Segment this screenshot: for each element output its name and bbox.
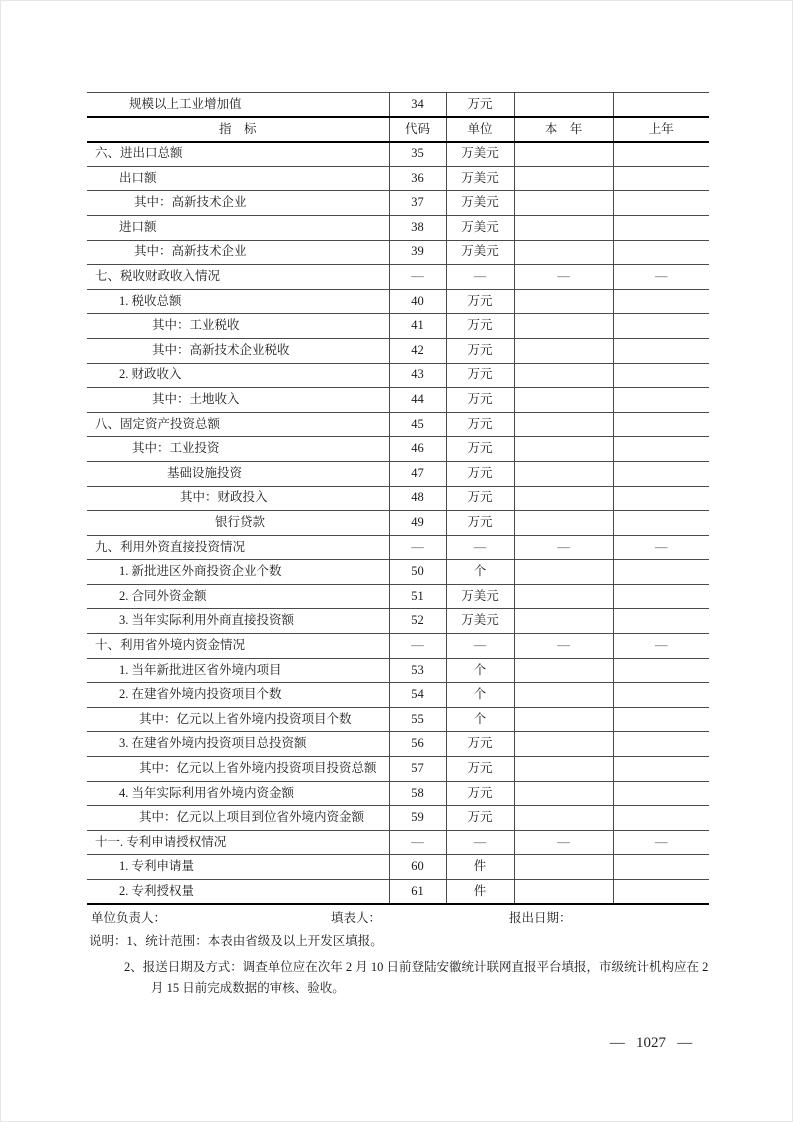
table-row xyxy=(87,560,709,585)
last-year-cell xyxy=(613,732,709,757)
table-row xyxy=(87,511,709,536)
this-year-cell xyxy=(514,707,613,732)
unit-cell: 万元 xyxy=(446,437,514,462)
last-year-cell xyxy=(613,683,709,708)
last-year-cell: — xyxy=(613,535,709,560)
indicator-label: 其中：亿元以上项目到位省外境内资金额 xyxy=(139,810,365,825)
this-year-cell xyxy=(514,584,613,609)
this-year-cell: — xyxy=(514,634,613,659)
indicator-label: 六、进出口总额 xyxy=(95,146,183,161)
this-year-cell xyxy=(514,215,613,240)
unit-cell: 个 xyxy=(446,683,514,708)
unit-cell: 万元 xyxy=(446,93,514,118)
table-row xyxy=(87,388,709,413)
indicator-label: 2. 在建省外境内投资项目个数 xyxy=(119,687,282,702)
unit-cell: 万元 xyxy=(446,511,514,536)
table-row xyxy=(87,289,709,314)
code-cell: 54 xyxy=(389,683,446,708)
last-year-cell xyxy=(613,511,709,536)
indicator-cell xyxy=(87,412,389,437)
code-cell: 61 xyxy=(389,880,446,905)
last-year-cell xyxy=(613,584,709,609)
table-header-row xyxy=(87,117,709,142)
indicator-label: 八、固定资产投资总额 xyxy=(95,416,221,431)
code-cell: — xyxy=(389,830,446,855)
code-cell: 53 xyxy=(389,658,446,683)
indicator-cell xyxy=(87,781,389,806)
last-year-cell xyxy=(613,757,709,782)
table-row xyxy=(87,486,709,511)
this-year-cell xyxy=(514,338,613,363)
indicator-cell xyxy=(87,757,389,782)
unit-cell: 万元 xyxy=(446,388,514,413)
preparer-label: 填表人： xyxy=(331,911,382,925)
indicator-cell xyxy=(87,880,389,905)
indicator-cell xyxy=(87,289,389,314)
this-year-cell xyxy=(514,511,613,536)
report-date-label: 报出日期： xyxy=(509,911,572,925)
table-row xyxy=(87,338,709,363)
this-year-cell xyxy=(514,142,613,167)
indicator-label: 银行贷款 xyxy=(215,515,266,530)
indicator-cell xyxy=(87,240,389,265)
code-cell: — xyxy=(389,535,446,560)
table-row xyxy=(87,191,709,216)
table-row xyxy=(87,412,709,437)
code-cell: — xyxy=(389,265,446,290)
last-year-cell xyxy=(613,314,709,339)
indicator-label: 其中：财政投入 xyxy=(180,490,268,505)
code-cell: 38 xyxy=(389,215,446,240)
last-year-cell xyxy=(613,191,709,216)
unit-cell: 万元 xyxy=(446,289,514,314)
unit-cell: 个 xyxy=(446,560,514,585)
table-row xyxy=(87,166,709,191)
last-year-cell: — xyxy=(613,830,709,855)
this-year-cell xyxy=(514,93,613,118)
unit-cell: 万美元 xyxy=(446,142,514,167)
note-line-1: 说明：1、统计范围：本表由省级及以上开发区填报。 xyxy=(89,934,383,948)
code-cell: 58 xyxy=(389,781,446,806)
unit-cell: 万美元 xyxy=(446,215,514,240)
code-cell: 34 xyxy=(389,93,446,118)
indicator-cell xyxy=(87,830,389,855)
unit-cell: 万元 xyxy=(446,461,514,486)
unit-cell: 万美元 xyxy=(446,240,514,265)
this-year-cell xyxy=(514,609,613,634)
table-row xyxy=(87,314,709,339)
indicator-label: 七、税收财政收入情况 xyxy=(95,269,221,284)
indicator-cell xyxy=(87,191,389,216)
this-year-cell xyxy=(514,388,613,413)
page-number: — 1027 — xyxy=(609,1035,693,1051)
this-year-cell xyxy=(514,437,613,462)
last-year-cell xyxy=(613,486,709,511)
table-row xyxy=(87,634,709,659)
indicator-cell xyxy=(87,658,389,683)
this-year-cell xyxy=(514,486,613,511)
indicator-label: 3. 当年实际利用外商直接投资额 xyxy=(119,613,295,628)
last-year-cell xyxy=(613,437,709,462)
code-cell: 51 xyxy=(389,584,446,609)
unit-cell: 万美元 xyxy=(446,584,514,609)
indicator-label: 其中：高新技术企业 xyxy=(134,244,247,259)
code-cell: 43 xyxy=(389,363,446,388)
last-year-cell xyxy=(613,806,709,831)
indicator-label: 其中：工业投资 xyxy=(132,441,220,456)
last-year-cell xyxy=(613,855,709,880)
indicator-cell xyxy=(87,806,389,831)
table-row xyxy=(87,437,709,462)
column-header-indicator: 指 标 xyxy=(87,117,389,142)
this-year-cell xyxy=(514,781,613,806)
indicator-cell xyxy=(87,388,389,413)
indicator-label: 进口额 xyxy=(119,219,157,234)
last-year-cell: — xyxy=(613,265,709,290)
this-year-cell xyxy=(514,461,613,486)
this-year-cell: — xyxy=(514,535,613,560)
last-year-cell xyxy=(613,240,709,265)
this-year-cell xyxy=(514,412,613,437)
this-year-cell xyxy=(514,240,613,265)
code-cell: 56 xyxy=(389,732,446,757)
column-header-this-year: 本 年 xyxy=(514,117,613,142)
indicator-label: 2. 专利授权量 xyxy=(119,883,195,898)
indicator-cell xyxy=(87,314,389,339)
indicator-cell xyxy=(87,486,389,511)
indicator-cell xyxy=(87,732,389,757)
code-cell: 55 xyxy=(389,707,446,732)
table-body xyxy=(87,93,709,905)
unit-cell: 个 xyxy=(446,707,514,732)
indicator-label: 其中：高新技术企业税收 xyxy=(152,342,290,357)
indicator-label: 九、利用外资直接投资情况 xyxy=(95,539,246,554)
code-cell: 48 xyxy=(389,486,446,511)
code-cell: 39 xyxy=(389,240,446,265)
this-year-cell xyxy=(514,314,613,339)
last-year-cell xyxy=(613,338,709,363)
unit-cell: 万元 xyxy=(446,757,514,782)
unit-cell: 万元 xyxy=(446,806,514,831)
unit-cell: 万元 xyxy=(446,486,514,511)
indicator-label: 其中：亿元以上省外境内投资项目个数 xyxy=(139,711,352,726)
this-year-cell xyxy=(514,880,613,905)
table-row xyxy=(87,240,709,265)
unit-cell: 个 xyxy=(446,658,514,683)
column-header-last-year: 上年 xyxy=(613,117,709,142)
table-row xyxy=(87,658,709,683)
last-year-cell xyxy=(613,93,709,118)
code-cell: 37 xyxy=(389,191,446,216)
this-year-cell: — xyxy=(514,265,613,290)
unit-cell: 万元 xyxy=(446,412,514,437)
indicator-label: 4. 当年实际利用省外境内资金额 xyxy=(119,785,295,800)
table-row xyxy=(87,830,709,855)
code-cell: 42 xyxy=(389,338,446,363)
this-year-cell: — xyxy=(514,830,613,855)
code-cell: 59 xyxy=(389,806,446,831)
indicator-label: 十、利用省外境内资金情况 xyxy=(95,637,246,652)
indicator-cell xyxy=(87,634,389,659)
unit-cell: 万元 xyxy=(446,781,514,806)
unit-cell: 万元 xyxy=(446,338,514,363)
last-year-cell xyxy=(613,560,709,585)
last-year-cell xyxy=(613,412,709,437)
indicator-label: 十一. 专利申请授权情况 xyxy=(95,834,227,849)
last-year-cell xyxy=(613,707,709,732)
last-year-cell xyxy=(613,781,709,806)
last-year-cell xyxy=(613,880,709,905)
unit-head-label: 单位负责人： xyxy=(91,911,167,925)
code-cell: 46 xyxy=(389,437,446,462)
unit-cell: 万元 xyxy=(446,314,514,339)
last-year-cell xyxy=(613,215,709,240)
this-year-cell xyxy=(514,806,613,831)
table-row xyxy=(87,265,709,290)
unit-cell: — xyxy=(446,830,514,855)
indicator-cell xyxy=(87,535,389,560)
table-row xyxy=(87,609,709,634)
this-year-cell xyxy=(514,732,613,757)
table-row xyxy=(87,806,709,831)
code-cell: 52 xyxy=(389,609,446,634)
indicator-label: 其中：土地收入 xyxy=(152,392,240,407)
this-year-cell xyxy=(514,191,613,216)
column-header-unit: 单位 xyxy=(446,117,514,142)
code-cell: 60 xyxy=(389,855,446,880)
indicator-cell xyxy=(87,584,389,609)
code-cell: 41 xyxy=(389,314,446,339)
indicator-label: 出口额 xyxy=(119,170,157,185)
last-year-cell xyxy=(613,609,709,634)
code-cell: 47 xyxy=(389,461,446,486)
this-year-cell xyxy=(514,757,613,782)
indicator-label: 1. 专利申请量 xyxy=(119,859,195,874)
unit-cell: — xyxy=(446,535,514,560)
code-cell: 45 xyxy=(389,412,446,437)
this-year-cell xyxy=(514,363,613,388)
indicator-cell xyxy=(87,265,389,290)
this-year-cell xyxy=(514,855,613,880)
this-year-cell xyxy=(514,289,613,314)
indicator-cell xyxy=(87,560,389,585)
indicator-cell xyxy=(87,855,389,880)
table-row xyxy=(87,683,709,708)
this-year-cell xyxy=(514,166,613,191)
indicator-label: 1. 新批进区外商投资企业个数 xyxy=(119,564,282,579)
indicator-cell xyxy=(87,683,389,708)
table-row xyxy=(87,707,709,732)
indicator-cell xyxy=(87,511,389,536)
code-cell: 36 xyxy=(389,166,446,191)
code-cell: 40 xyxy=(389,289,446,314)
indicator-cell xyxy=(87,93,389,118)
code-cell: 44 xyxy=(389,388,446,413)
last-year-cell xyxy=(613,166,709,191)
indicator-label: 其中：工业税收 xyxy=(152,318,240,333)
code-cell: 50 xyxy=(389,560,446,585)
last-year-cell xyxy=(613,388,709,413)
table-row xyxy=(87,93,709,118)
last-year-cell xyxy=(613,142,709,167)
last-year-cell xyxy=(613,461,709,486)
code-cell: 57 xyxy=(389,757,446,782)
last-year-cell xyxy=(613,363,709,388)
indicator-cell xyxy=(87,142,389,167)
indicator-label: 1. 税收总额 xyxy=(119,293,182,308)
note-line-2: 2、报送日期及方式：调查单位应在次年 2 月 10 日前登陆安徽统计联网直报平台填报，市级统计机构应在 2 xyxy=(124,960,709,974)
table-row xyxy=(87,584,709,609)
indicator-cell xyxy=(87,461,389,486)
indicator-cell xyxy=(87,707,389,732)
indicator-label: 3. 在建省外境内投资项目总投资额 xyxy=(119,736,307,751)
code-cell: 35 xyxy=(389,142,446,167)
indicator-cell xyxy=(87,166,389,191)
unit-cell: — xyxy=(446,265,514,290)
table-row xyxy=(87,732,709,757)
table-row xyxy=(87,757,709,782)
indicator-label: 其中：高新技术企业 xyxy=(134,195,247,210)
note-line-3: 月 15 日前完成数据的审核、验收。 xyxy=(151,981,345,995)
unit-cell: 件 xyxy=(446,855,514,880)
unit-cell: 万美元 xyxy=(446,166,514,191)
last-year-cell xyxy=(613,289,709,314)
code-cell: — xyxy=(389,634,446,659)
table-row xyxy=(87,215,709,240)
this-year-cell xyxy=(514,658,613,683)
unit-cell: 万元 xyxy=(446,732,514,757)
indicator-cell xyxy=(87,338,389,363)
this-year-cell xyxy=(514,560,613,585)
unit-cell: — xyxy=(446,634,514,659)
table-row xyxy=(87,461,709,486)
column-header-code: 代码 xyxy=(389,117,446,142)
indicator-label: 2. 合同外资金额 xyxy=(119,588,207,603)
indicator-cell xyxy=(87,609,389,634)
indicator-label: 2. 财政收入 xyxy=(119,367,182,382)
table-row xyxy=(87,880,709,905)
indicator-label: 基础设施投资 xyxy=(167,465,243,480)
unit-cell: 万元 xyxy=(446,363,514,388)
statistics-table xyxy=(87,92,709,905)
unit-cell: 万美元 xyxy=(446,609,514,634)
indicator-label: 1. 当年新批进区省外境内项目 xyxy=(119,662,282,677)
indicator-cell xyxy=(87,437,389,462)
indicator-label: 规模以上工业增加值 xyxy=(129,96,242,111)
table-row xyxy=(87,363,709,388)
unit-cell: 万美元 xyxy=(446,191,514,216)
table-row xyxy=(87,781,709,806)
indicator-label: 其中：亿元以上省外境内投资项目投资总额 xyxy=(139,760,377,775)
this-year-cell xyxy=(514,683,613,708)
code-cell: 49 xyxy=(389,511,446,536)
table-row xyxy=(87,142,709,167)
table-row xyxy=(87,855,709,880)
unit-cell: 件 xyxy=(446,880,514,905)
indicator-cell xyxy=(87,363,389,388)
last-year-cell: — xyxy=(613,634,709,659)
table-row xyxy=(87,535,709,560)
indicator-cell xyxy=(87,215,389,240)
last-year-cell xyxy=(613,658,709,683)
